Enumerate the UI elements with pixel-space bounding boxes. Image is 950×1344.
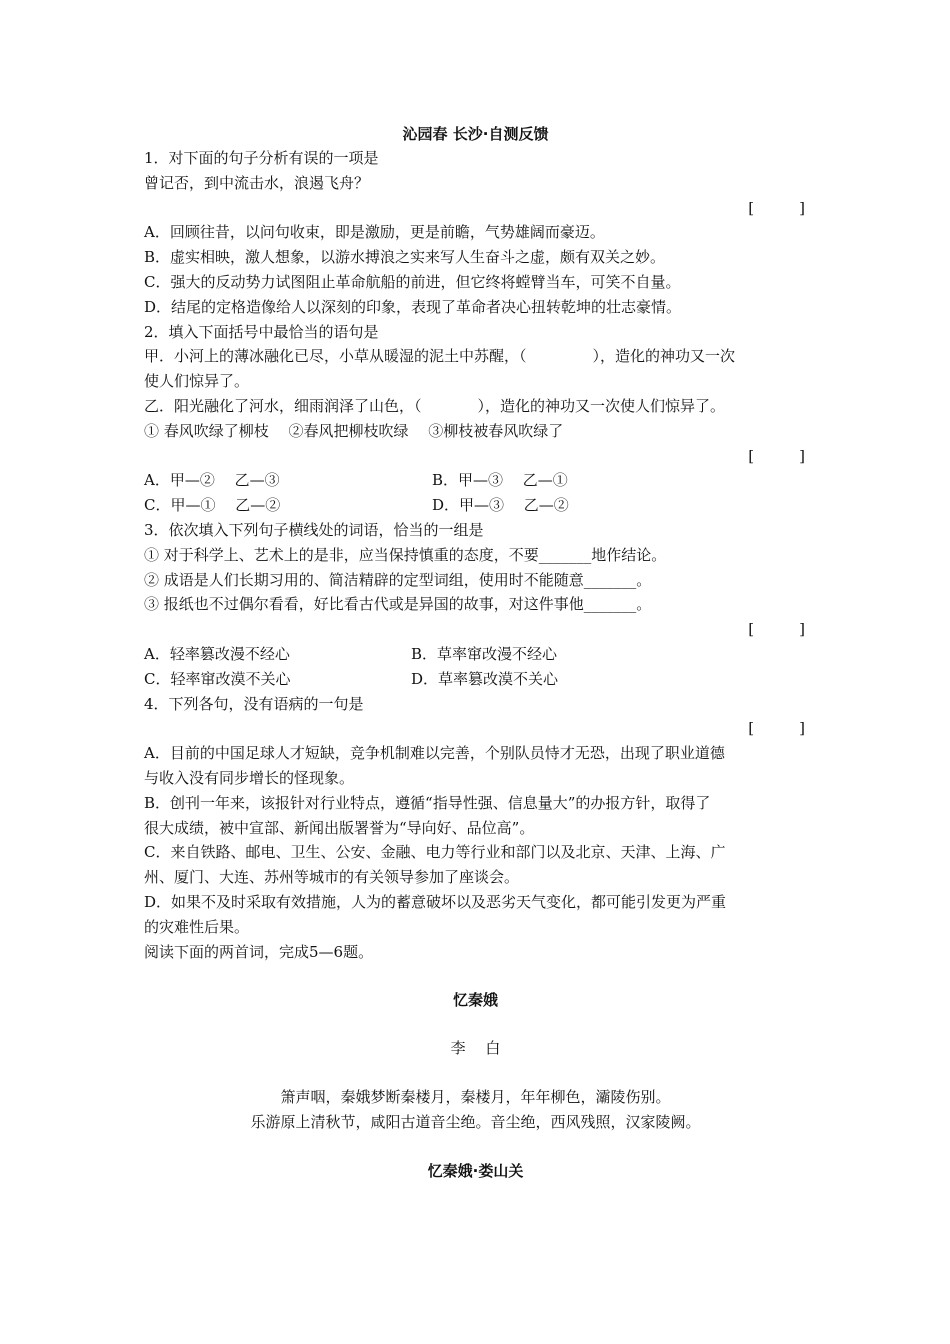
q4-option-a: A．目前的中国足球人才短缺，竞争机制难以完善，个别队员恃才无恐，出现了职业道德: [144, 744, 725, 763]
q2-option-a: A．甲—② 乙—③: [144, 471, 280, 490]
q3-option-d: D．草率篡改漠不关心: [411, 669, 559, 688]
q2-options-row2: [144, 493, 807, 518]
poem2-title: 忆秦娥·娄山关: [427, 1161, 524, 1180]
q1-option-c: C．强大的反动势力试图阻止革命航船的前进，但它终将螳臂当车，可笑不自量。: [144, 272, 681, 291]
q3-stem: 3．依次填入下列句子横线处的词语，恰当的一组是: [144, 520, 484, 539]
q4-option-c: C．来自铁路、邮电、卫生、公安、金融、电力等行业和部门以及北京、天津、上海、广: [144, 843, 726, 862]
q3-options-row2: [144, 667, 807, 692]
q3-options-row1: [144, 642, 807, 667]
q3-sentence-2: ② 成语是人们长期习用的、简洁精辟的定型词组，使用时不能随意_______。: [144, 570, 652, 589]
q2-sentence-jia: 甲．小河上的薄冰融化已尽，小草从暖湿的泥土中苏醒，（ ），造化的神功又一次: [144, 347, 736, 366]
document-title: 沁园春 长沙·自测反馈: [402, 125, 549, 143]
q3-sentence-1: ① 对于科学上、艺术上的是非，应当保持慎重的态度，不要_______地作结论。: [144, 545, 667, 564]
q4-option-d-cont: 的灾难性后果。: [144, 917, 250, 936]
q2-choices: ① 春风吹绿了柳枝 ②春风把柳枝吹绿 ③柳枝被春风吹绿了: [144, 421, 564, 440]
q1-option-b: B．虚实相映，激人想象，以游水搏浪之实来写人生奋斗之虚，颇有双关之妙。: [144, 248, 666, 267]
q3-option-a: A．轻率篡改漫不经心: [144, 644, 290, 663]
q3-option-c: C．轻率窜改漠不关心: [144, 669, 291, 688]
poem1-line-2: 乐游原上清秋节，咸阳古道音尘绝。音尘绝，西风残照，汉家陵阙。: [250, 1112, 701, 1131]
q3-option-b: B．草率窜改漫不经心: [411, 644, 558, 663]
answer-bracket: [ ]: [748, 620, 805, 639]
q2-option-c: C．甲—① 乙—②: [144, 496, 281, 515]
q4-option-b: B．创刊一年来，该报针对行业特点，遵循“指导性强、信息量大”的办报方针，取得了: [144, 793, 711, 812]
answer-bracket: [ ]: [748, 446, 805, 465]
q2-option-b: B．甲—③ 乙—①: [432, 471, 568, 490]
q1-option-a: A．回顾往昔，以问句收束，即是激励，更是前瞻，气势雄阔而豪迈。: [144, 223, 605, 242]
q4-option-b-cont: 很大成绩，被中宣部、新闻出版署誉为“导向好、品位高”。: [144, 818, 535, 837]
q1-option-d: D．结尾的定格造像给人以深刻的印象，表现了革命者决心扭转乾坤的壮志豪情。: [144, 297, 682, 316]
q2-option-d: D．甲—③ 乙—②: [432, 496, 569, 515]
q1-stem: 1．对下面的句子分析有误的一项是: [144, 149, 379, 167]
poem1-line-1: 箫声咽，秦娥梦断秦楼月，秦楼月，年年柳色，灞陵伤别。: [280, 1088, 671, 1107]
q3-sentence-3: ③ 报纸也不过偶尔看看，好比看古代或是异国的故事，对这件事他_______。: [144, 595, 652, 614]
q4-option-a-cont: 与收入没有同步增长的怪现象。: [144, 768, 355, 787]
poem1-author: 李 白: [450, 1039, 501, 1058]
answer-bracket: [ ]: [748, 198, 805, 217]
q2-sentence-yi: 乙．阳光融化了河水，细雨润泽了山色，（ ），造化的神功又一次使人们惊异了。: [144, 396, 726, 415]
answer-bracket: [ ]: [748, 719, 805, 738]
q4-stem: 4．下列各句，没有语病的一句是: [144, 694, 364, 713]
q2-stem: 2．填入下面括号中最恰当的语句是: [144, 322, 379, 341]
poem1-title: 忆秦娥: [452, 991, 498, 1010]
q4-option-c-cont: 州、厦门、大连、苏州等城市的有关领导参加了座谈会。: [144, 868, 520, 887]
reading-intro: 阅读下面的两首词，完成5—6题。: [144, 942, 374, 961]
q2-options-row1: [144, 468, 807, 493]
q2-sentence-jia-cont: 使人们惊异了。: [144, 372, 250, 391]
q4-option-d: D．如果不及时采取有效措施，人为的蓄意破坏以及恶劣天气变化，都可能引发更为严重: [144, 892, 727, 911]
document-body: [144, 122, 807, 1183]
q1-quote: 曾记否，到中流击水，浪遏飞舟？: [144, 173, 370, 192]
